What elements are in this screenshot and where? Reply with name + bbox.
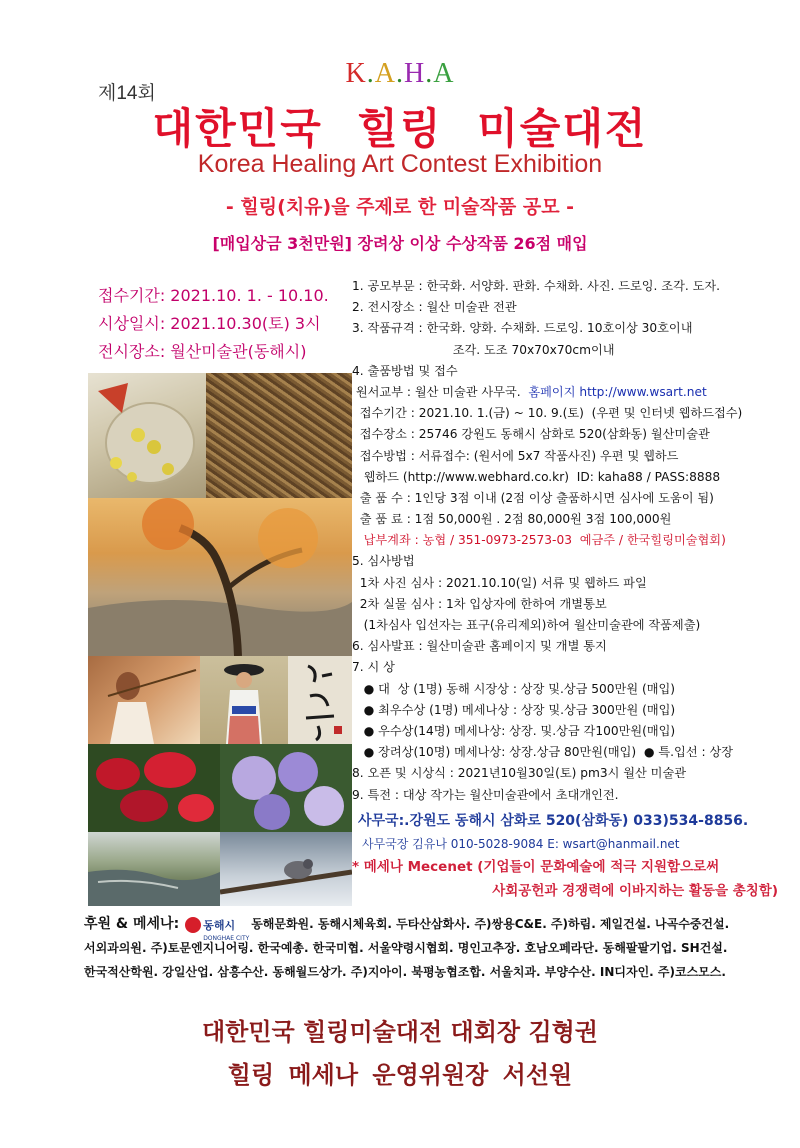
kaha-logo (0, 58, 800, 90)
detail-text: (1차심사 입선자는 표구(유리제외)하여 월산미술관에 작품제출) (352, 618, 701, 632)
detail-text: 원서교부 : 월산 미술관 사무국. (352, 384, 521, 399)
detail-row (352, 340, 792, 361)
logo-text: 동해시 (203, 918, 236, 932)
detail-text: 5. 심사방법 (352, 554, 415, 569)
detail-row (352, 530, 792, 551)
detail-text: 출 품 료 : 1점 50,000원 . 2점 80,000원 3점 100,000원 (352, 512, 672, 527)
artwork-wetland (88, 832, 220, 906)
detail-text: ● 우수상(14명) 메세나상: 상장. 및.상금 각100만원(매입) (352, 723, 676, 738)
detail-row (352, 636, 792, 657)
kaha-letter: . (366, 58, 375, 89)
mecenat-note-1: * 메세나 Mecenet (기업들이 문화예술에 적극 지원함으로써 (352, 859, 720, 875)
detail-text: 7. 시 상 (352, 660, 395, 675)
contact-block (352, 809, 792, 903)
logo-subtext: DONGHAE CITY (203, 934, 250, 942)
kaha-letter: K (345, 58, 367, 89)
detail-text: 접수방법 : 서류접수: (원서에 5x7 작품사진) 우편 및 웹하드 (352, 448, 679, 463)
detail-link[interactable]: 홈페이지 http://www.wsart.net (520, 384, 707, 399)
detail-row (352, 679, 792, 700)
detail-row (352, 763, 792, 784)
office-address: 사무국:.강원도 동해시 삼화로 520(삼화동) 033)534-8856. (358, 813, 749, 829)
kaha-letter: A (374, 58, 396, 89)
organizer-signature: 대한민국 힐링미술대전 대회장 김형권 (201, 1018, 598, 1046)
detail-text: 납부계좌 : 농협 / 351-0973-2573-03 예금주 / 한국힐링미술협회) (352, 533, 726, 548)
detail-row (352, 742, 792, 763)
artwork-winter-bird (220, 832, 352, 906)
exhibition-venue: 전시장소: 월산미술관(동해시) (98, 342, 307, 361)
detail-row (352, 615, 792, 636)
submission-period: 접수기간: 2021.10. 1. - 10.10. (98, 286, 329, 305)
detail-row (352, 721, 792, 742)
detail-row (352, 382, 792, 403)
award-date: 시상일시: 2021.10.30(토) 3시 (98, 314, 321, 333)
detail-row (352, 551, 792, 572)
detail-row (352, 700, 792, 721)
artwork-still-life (88, 373, 206, 498)
detail-row (352, 361, 792, 382)
detail-text: 6. 심사발표 : 월산미술관 홈페이지 및 개별 통지 (352, 639, 607, 654)
kaha-letter: . (425, 58, 434, 89)
detail-row (352, 446, 792, 467)
detail-text: 접수장소 : 25746 강원도 동해시 삼화로 520(삼화동) 월산미술관 (352, 427, 710, 442)
detail-text: 2. 전시장소 : 월산 미술관 전관 (352, 300, 517, 315)
detail-row (352, 657, 792, 678)
detail-text: 9. 특전 : 대상 작가는 월산미술관에서 초대개인전. (352, 787, 619, 802)
detail-text: 3. 작품규격 : 한국화. 양화. 수채화. 드로잉. 10호이상 30호이내 (352, 321, 693, 336)
detail-text: 1차 사진 심사 : 2021.10.10(일) 서류 및 웹하드 파일 (352, 575, 647, 590)
detail-row (352, 276, 792, 297)
edition-label: 제14회 (98, 83, 156, 104)
committee-signature: 힐링 메세나 운영위원장 서선원 (227, 1061, 573, 1089)
contest-details (352, 276, 792, 806)
mecenat-note-2: 사회공헌과 경쟁력에 이바지하는 활동을 총칭함) (492, 883, 778, 899)
detail-row (352, 318, 792, 339)
detail-text: 4. 출품방법 및 접수 (352, 363, 458, 378)
detail-text: ● 대 상 (1명) 동해 시장상 : 상장 및.상금 500만원 (매입) (352, 681, 676, 696)
artwork-collage (88, 373, 352, 906)
office-manager: 사무국장 김유나 010-5028-9084 E: wsart@hanmail.net (362, 837, 680, 851)
kaha-letter: A (433, 58, 455, 89)
detail-text: 웹하드 (http://www.webhard.co.kr) ID: kaha88 / PASS:8888 (352, 469, 721, 484)
page-title: 대한민국 힐링 미술대전 (152, 104, 648, 153)
kaha-letter: H (404, 58, 426, 89)
detail-row (352, 573, 792, 594)
sponsors-block (84, 912, 784, 984)
detail-text: 8. 오픈 및 시상식 : 2021년10월30일(토) pm3시 월산 미술관 (352, 766, 687, 781)
artwork-traditional-figure (200, 656, 288, 744)
detail-text: ● 최우수상 (1명) 메세나상 : 상장 및.상금 300만원 (매입) (352, 702, 676, 717)
detail-row (352, 297, 792, 318)
sponsors-line-2: 서외과의원. 주)토문엔지니어링. 한국예총. 한국미협. 서울약령시협회. 명인고추장. 호남오페라단. 동해팔팔기업. SH건설. (84, 941, 728, 955)
detail-text: 접수기간 : 2021.10. 1.(금) ~ 10. 9.(토) (우편 및 인터넷 웹하드접수) (352, 406, 743, 421)
artwork-violinist (88, 656, 200, 744)
english-subtitle: Korea Healing Art Contest Exhibition (197, 150, 603, 178)
detail-row (352, 467, 792, 488)
donghae-city-logo (185, 915, 250, 942)
artwork-texture (206, 373, 352, 498)
sponsors-line-1: 동해문화원. 동해시체육회. 두타산삼화사. 주)쌍용C&E. 주)하림. 제일건설. 나곡수중건설. (251, 917, 730, 931)
artwork-hydrangea (220, 744, 352, 832)
detail-row (352, 403, 792, 424)
artwork-red-flowers (88, 744, 220, 832)
kaha-letter: . (396, 58, 404, 89)
sponsors-line-3: 한국적산학원. 강일산업. 삼흥수산. 동해월드상가. 주)지아이. 북평농협조합. 서울치과. 부양수산. IN디자인. 주)코스모스. (84, 965, 726, 979)
detail-text: 2차 실물 심사 : 1차 입상자에 한하여 개별통보 (352, 596, 607, 611)
detail-text: 출 품 수 : 1인당 3점 이내 (2점 이상 출품하시면 심사에 도움이 됨) (352, 490, 714, 505)
detail-row (352, 424, 792, 445)
artwork-calligraphy (288, 656, 352, 744)
detail-row (352, 509, 792, 530)
key-dates (98, 283, 338, 367)
detail-row (352, 594, 792, 615)
detail-text: ● 장려상(10명) 메세나상: 상장.상금 80만원(매입) ● 특.입선 : 상장 (352, 745, 733, 760)
detail-row (352, 785, 792, 806)
purchase-line: [매입상금 3천만원] 장려상 이상 수상작품 26점 매입 (212, 234, 588, 253)
detail-text: 조각. 도조 70x70x70cm이내 (352, 342, 615, 357)
sponsors-label: 후원 & 메세나: (84, 916, 180, 932)
artwork-autumn-tree (88, 498, 352, 656)
theme-line: - 힐링(치유)을 주제로 한 미술작품 공모 - (225, 196, 575, 218)
detail-text: 1. 공모부문 : 한국화. 서양화. 판화. 수채화. 사진. 드로잉. 조각. 도자. (352, 279, 721, 293)
detail-row (352, 488, 792, 509)
donghae-logo-icon (185, 917, 201, 933)
